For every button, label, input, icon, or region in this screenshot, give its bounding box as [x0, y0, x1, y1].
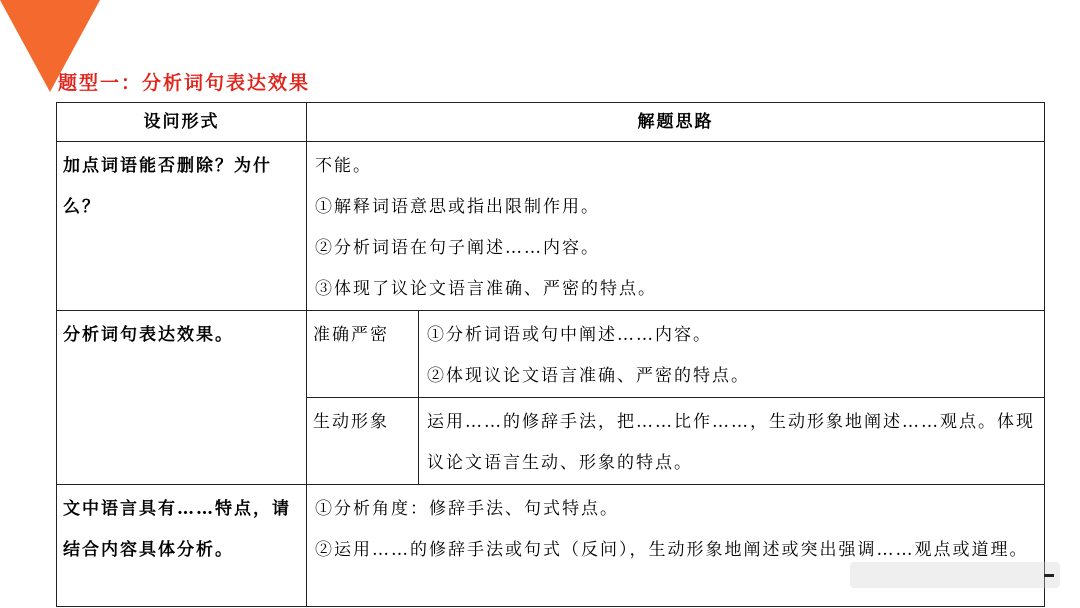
answer-table	[56, 102, 1045, 607]
table-row	[57, 142, 1045, 311]
row1-answer-line: ①解释词语意思或指出限制作用。	[315, 197, 600, 217]
row3-answer-line: ①分析角度：修辞手法、句式特点。	[315, 499, 619, 519]
table-row	[57, 485, 1045, 607]
row2-sub1-answer	[419, 311, 1045, 398]
menu-icon	[1044, 574, 1054, 577]
row3-question	[57, 485, 307, 607]
row2-sub1-label: 准确严密	[307, 311, 419, 398]
column-header-approach: 解题思路	[307, 103, 1045, 142]
row1-question	[57, 142, 307, 311]
row2-sub1-line: ①分析词语或句中阐述……内容。	[427, 325, 712, 345]
table-row	[57, 311, 1045, 398]
row2-sub1-line: ②体现议论文语言准确、严密的特点。	[427, 366, 750, 386]
row1-answer	[307, 142, 1045, 311]
row2-sub2-answer: 运用……的修辞手法，把……比作……，生动形象地阐述……观点。体现议论文语言生动、形象的特点。	[419, 398, 1045, 485]
column-header-question-form: 设问形式	[57, 103, 307, 142]
watermark-badge	[850, 562, 1060, 588]
row3-question-text: 文中语言具有……特点，请结合内容具体分析。	[63, 499, 291, 560]
row2-sub2-label: 生动形象	[307, 398, 419, 485]
row1-answer-line: 不能。	[315, 156, 372, 176]
row1-answer-line: ②分析词语在句子阐述……内容。	[315, 238, 600, 258]
row2-question: 分析词句表达效果。	[57, 311, 307, 485]
row1-answer-line: ③体现了议论文语言准确、严密的特点。	[315, 279, 657, 299]
row3-answer	[307, 485, 1045, 607]
page-title: 题型一：分析词句表达效果	[58, 72, 311, 94]
table-header-row	[57, 103, 1045, 142]
row1-question-text: 加点词语能否删除？为什么？	[63, 156, 272, 217]
row3-answer-line: ②运用……的修辞手法或句式（反问），生动形象地阐述或突出强调……观点或道理。	[315, 540, 1029, 560]
